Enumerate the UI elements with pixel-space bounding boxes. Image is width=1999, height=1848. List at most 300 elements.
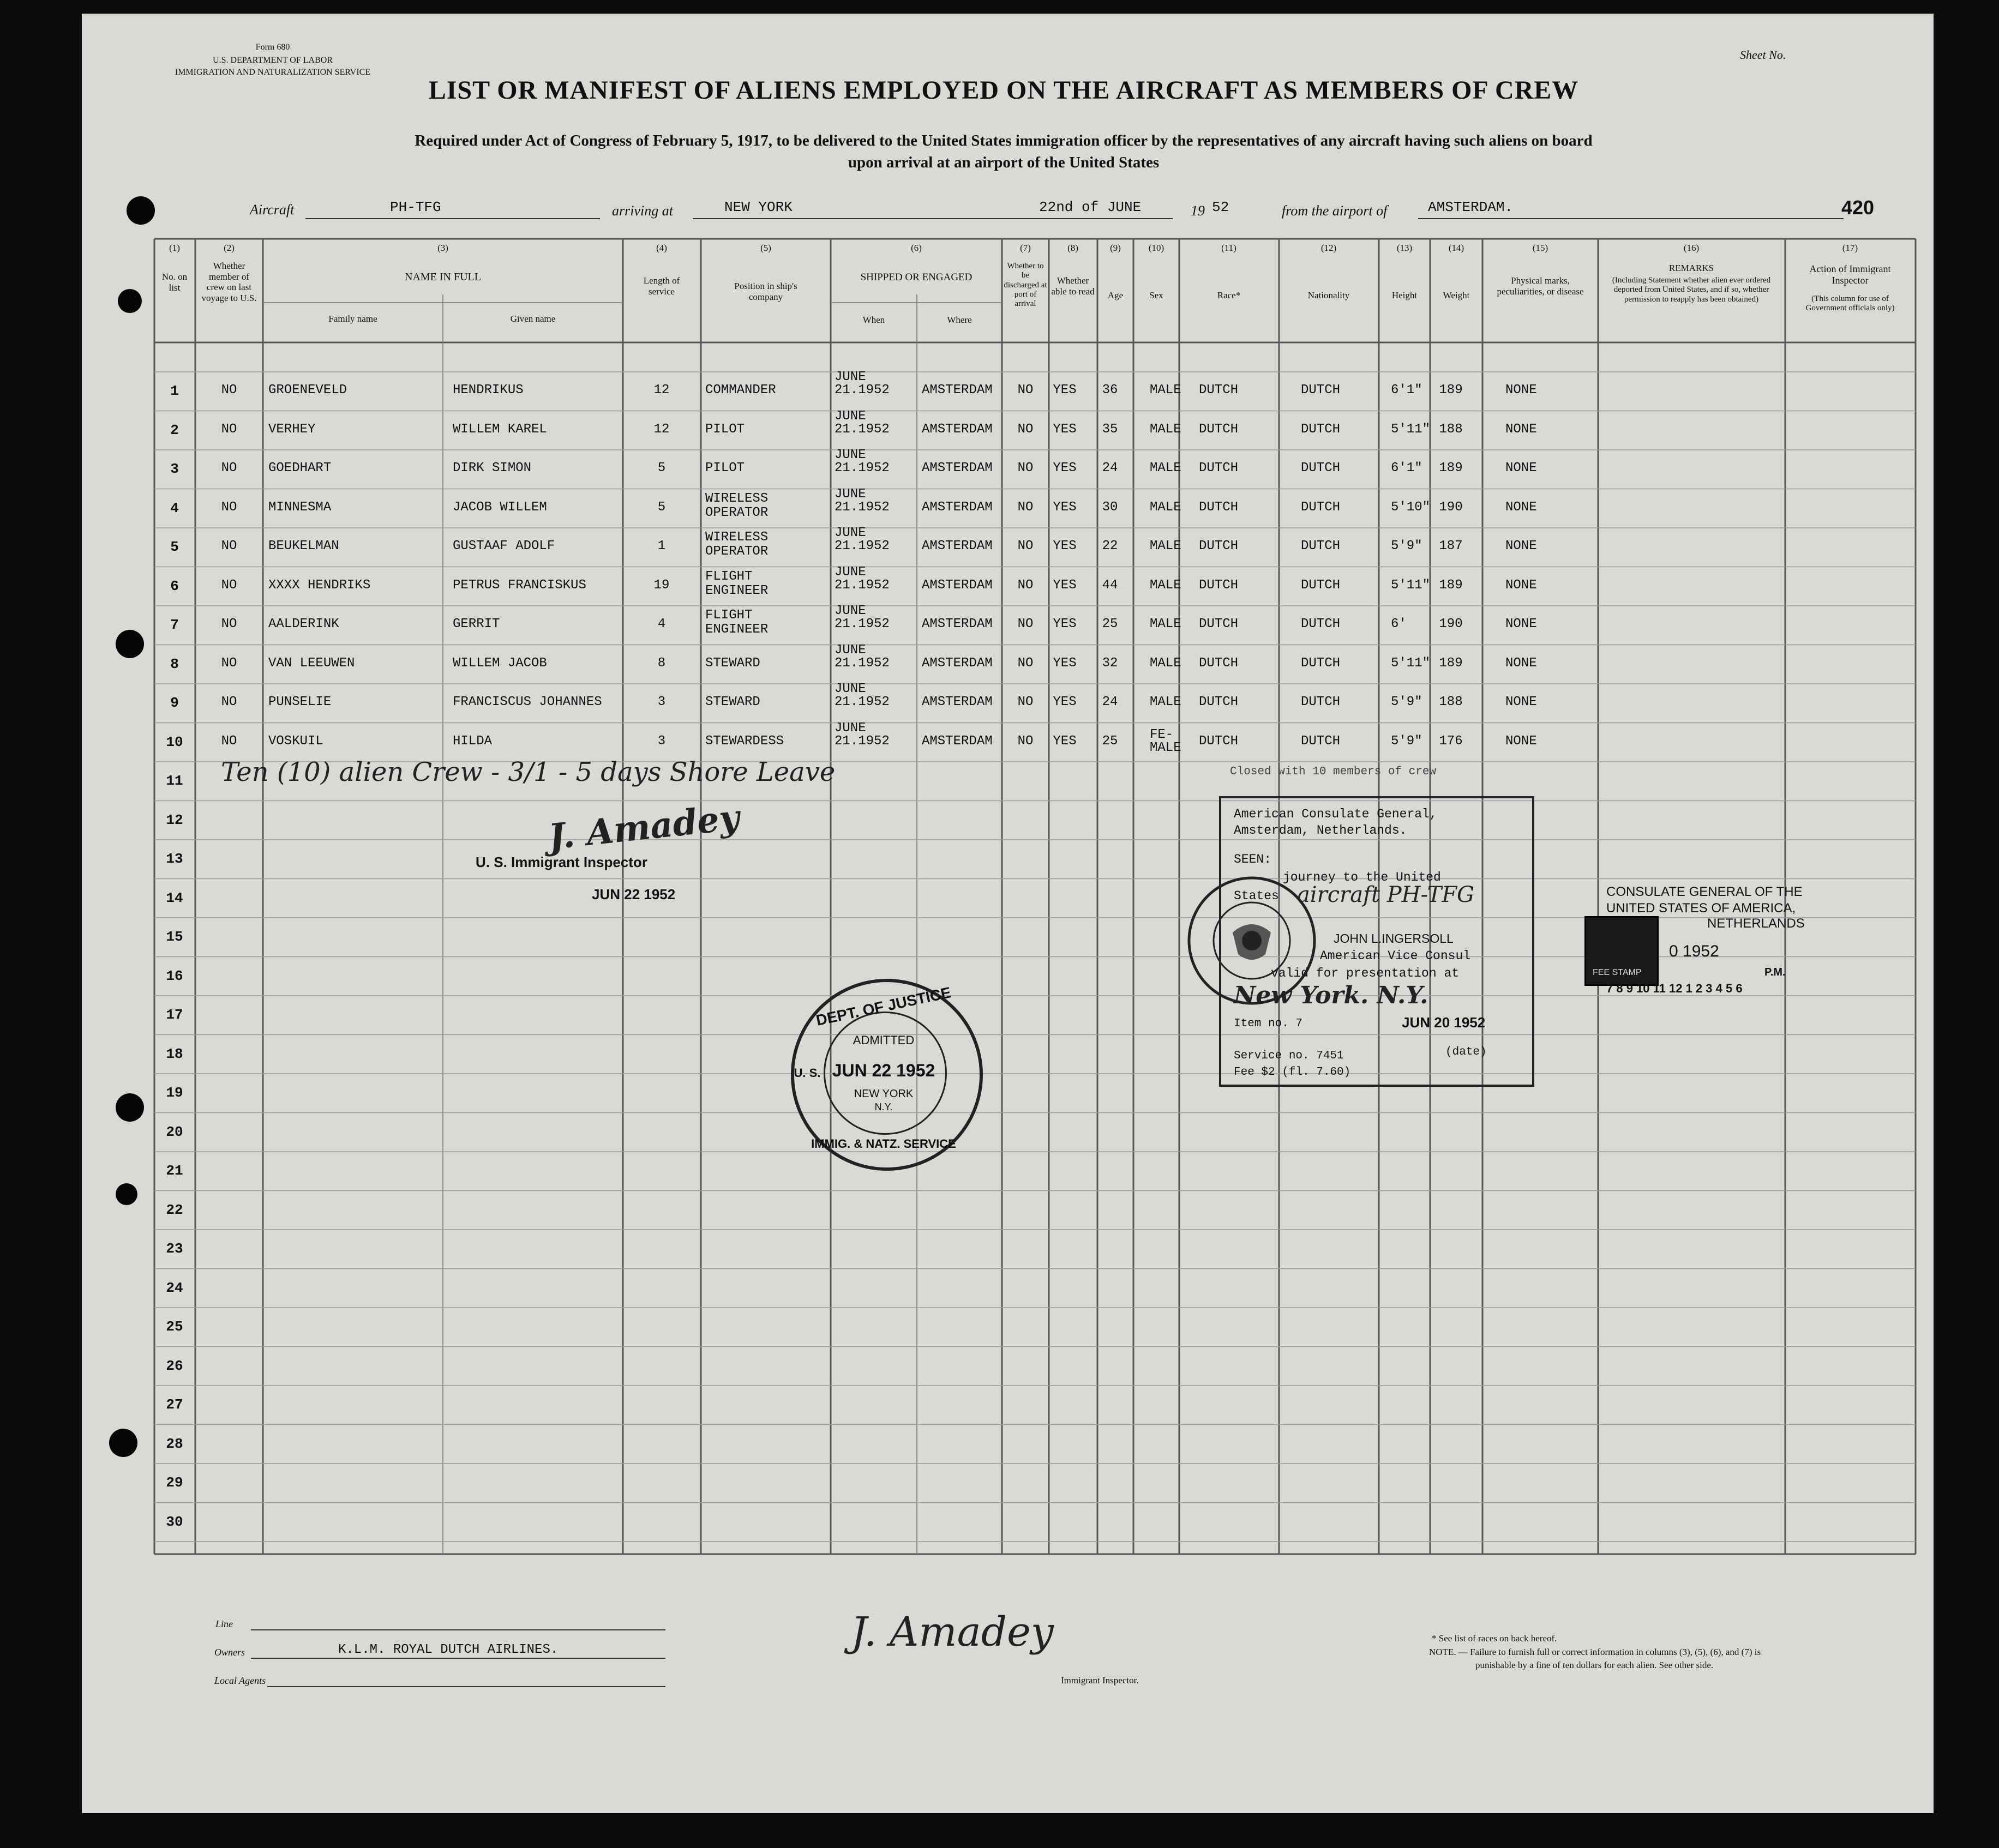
cell-pos2: OPERATOR	[705, 505, 769, 520]
subtitle-line-2: upon arrival at an airport of the United States	[848, 154, 1160, 171]
cell-pos1: WIRELESS	[705, 530, 769, 545]
col-15-number: (15)	[1532, 243, 1548, 253]
from-value: AMSTERDAM.	[1428, 199, 1514, 215]
owners-value: K.L.M. ROYAL DUTCH AIRLINES.	[338, 1642, 559, 1657]
cell-row-number: 28	[166, 1435, 183, 1452]
consulate-city-hand: New York. N.Y.	[1234, 982, 1428, 1009]
form-number: Form 680	[255, 43, 290, 52]
races-note: * See list of races on back hereof.	[1432, 1633, 1557, 1644]
cell-service: 4	[657, 617, 666, 631]
col-1-number: (1)	[169, 243, 180, 253]
cell-nat: DUTCH	[1301, 383, 1341, 398]
consulate-valid: valid for presentation at	[1271, 966, 1460, 980]
cell-pos1: PILOT	[705, 461, 745, 475]
col-8-number: (8)	[1067, 243, 1078, 253]
col-11-number: (11)	[1221, 243, 1236, 253]
col-3a-header: Family name	[328, 314, 377, 324]
cell-weight: 176	[1439, 733, 1463, 749]
cell-age: 22	[1102, 539, 1118, 553]
cell-row-number: 26	[166, 1357, 183, 1374]
cell-pos1: FLIGHT	[705, 608, 753, 623]
cell-service: 5	[657, 461, 666, 475]
cell-race: DUTCH	[1199, 655, 1239, 671]
cell-weight: 189	[1439, 577, 1463, 593]
cell-when2: 21.1952	[835, 733, 890, 749]
cell-weight: 189	[1439, 461, 1463, 475]
cell-row-number: 11	[166, 773, 183, 789]
cell-given: DIRK SIMON	[453, 461, 532, 475]
cell-pos1: PILOT	[705, 422, 745, 437]
cell-nat: DUTCH	[1301, 733, 1341, 749]
cell-where: AMSTERDAM	[922, 617, 993, 631]
cell-marks: NONE	[1505, 655, 1537, 671]
col-6a-header: When	[862, 315, 885, 325]
justice-stamp-top: DEPT. OF JUSTICE	[814, 984, 953, 1029]
consulate-date: JUN 20 1952	[1402, 1014, 1486, 1031]
fee-stamp-hours: 7 8 9 10 11 12 1 2 3 4 5 6	[1606, 982, 1743, 995]
col-10-number: (10)	[1148, 243, 1164, 253]
cell-row-number: 29	[166, 1474, 183, 1491]
col-11-header: Race*	[1217, 290, 1241, 300]
cell-sex1: MALE	[1150, 383, 1181, 398]
cell-weight: 188	[1439, 422, 1463, 437]
cell-weight: 187	[1439, 539, 1463, 553]
cell-no: 3	[170, 461, 179, 477]
cell-sex2: MALE	[1150, 740, 1181, 755]
cell-height: 5'11"	[1391, 577, 1431, 593]
cell-family: AALDERINK	[268, 617, 339, 631]
col-4-number: (4)	[656, 243, 667, 253]
cell-when1: JUNE	[835, 720, 866, 736]
col-13-number: (13)	[1396, 243, 1413, 253]
cell-pos1: STEWARDESS	[705, 733, 784, 749]
cell-race: DUTCH	[1199, 617, 1239, 631]
cell-sex1: MALE	[1150, 499, 1181, 515]
cell-read: YES	[1053, 577, 1077, 593]
col-14-header: Weight	[1443, 290, 1470, 300]
cell-disch: NO	[1017, 733, 1034, 749]
cell-race: DUTCH	[1199, 733, 1239, 749]
cell-sex1: MALE	[1150, 695, 1181, 709]
cell-no: 9	[170, 695, 179, 711]
cell-nat: DUTCH	[1301, 422, 1341, 437]
fee-stamp-line1: CONSULATE GENERAL OF THE	[1606, 884, 1803, 899]
cell-marks: NONE	[1505, 499, 1537, 515]
cell-when2: 21.1952	[835, 695, 890, 709]
cell-race: DUTCH	[1199, 577, 1239, 593]
col-16-header: REMARKS	[1668, 263, 1714, 273]
cell-family: BEUKELMAN	[268, 539, 339, 553]
cell-when2: 21.1952	[835, 577, 890, 593]
col-17-number: (17)	[1842, 243, 1858, 253]
cell-where: AMSTERDAM	[922, 695, 993, 709]
cell-marks: NONE	[1505, 383, 1537, 398]
col-12-number: (12)	[1320, 243, 1337, 253]
cell-weight: 189	[1439, 655, 1463, 671]
cell-given: WILLEM KAREL	[453, 422, 547, 437]
local-agents-label: Local Agents	[214, 1675, 266, 1686]
cell-no: 4	[170, 499, 179, 516]
cell-row-number: 16	[166, 967, 183, 984]
cell-family: MINNESMA	[268, 499, 332, 515]
cell-nat: DUTCH	[1301, 577, 1341, 593]
arriving-label: arriving at	[612, 203, 673, 219]
cell-pos1: FLIGHT	[705, 569, 753, 584]
consulate-item: Item no. 7	[1234, 1018, 1303, 1030]
cell-when2: 21.1952	[835, 422, 890, 437]
cell-read: YES	[1053, 655, 1077, 671]
line-label: Line	[215, 1618, 233, 1629]
consulate-date-label: (date)	[1445, 1046, 1487, 1058]
cell-when2: 21.1952	[835, 383, 890, 398]
cell-when2: 21.1952	[835, 539, 890, 553]
department-name: U.S. DEPARTMENT OF LABOR	[213, 56, 333, 65]
cell-height: 5'9"	[1391, 539, 1422, 553]
cell-read: YES	[1053, 617, 1077, 631]
cell-prev: NO	[221, 422, 237, 437]
fee-stamp-label: FEE STAMP	[1593, 968, 1642, 977]
justice-stamp-left: U. S.	[794, 1066, 821, 1080]
penalty-note-1: NOTE. — Failure to furnish full or correct information in columns (3), (5), (6), and (7) is	[1429, 1647, 1761, 1657]
cell-given: PETRUS FRANCISKUS	[453, 577, 586, 593]
cell-prev: NO	[221, 617, 237, 631]
cell-age: 24	[1102, 461, 1118, 475]
cell-age: 25	[1102, 617, 1118, 631]
cell-service: 3	[657, 695, 666, 709]
cell-read: YES	[1053, 733, 1077, 749]
cell-service: 3	[657, 733, 666, 749]
col-13-header: Height	[1391, 290, 1418, 300]
cell-where: AMSTERDAM	[922, 655, 993, 671]
col-6b-header: Where	[947, 315, 972, 325]
cell-disch: NO	[1017, 695, 1034, 709]
cell-row-number: 14	[166, 889, 183, 906]
aircraft-value: PH-TFG	[390, 199, 441, 215]
cell-sex1: MALE	[1150, 655, 1181, 671]
cell-height: 5'11"	[1391, 422, 1431, 437]
consulate-journey: journey to the United	[1283, 870, 1441, 884]
cell-row-number: 23	[166, 1241, 183, 1257]
cell-age: 32	[1102, 655, 1118, 671]
fee-stamp-line3: NETHERLANDS	[1707, 916, 1805, 931]
cell-given: GERRIT	[453, 617, 500, 631]
cell-given: WILLEM JACOB	[453, 655, 547, 671]
cell-sex1: MALE	[1150, 461, 1181, 475]
col-8-header: Whether able to read	[1051, 275, 1095, 297]
cell-read: YES	[1053, 499, 1077, 515]
arriving-value: NEW YORK	[724, 199, 793, 215]
cell-service: 19	[653, 577, 670, 593]
consulate-line2: Amsterdam, Netherlands.	[1234, 823, 1407, 838]
cell-when1: JUNE	[835, 564, 866, 580]
col-1-header: No. on list	[161, 272, 188, 293]
col-17-header: Action of Immigrant Inspector	[1809, 263, 1891, 286]
col-10-header: Sex	[1149, 290, 1163, 300]
cell-where: AMSTERDAM	[922, 577, 993, 593]
cell-disch: NO	[1017, 422, 1034, 437]
cell-nat: DUTCH	[1301, 655, 1341, 671]
cell-race: DUTCH	[1199, 539, 1239, 553]
cell-sex1: MALE	[1150, 577, 1181, 593]
cell-weight: 190	[1439, 499, 1463, 515]
col-4-header: Length of service	[643, 275, 680, 297]
cell-prev: NO	[221, 577, 237, 593]
cell-service: 12	[653, 383, 670, 398]
cell-family: VERHEY	[268, 422, 316, 437]
cell-row-number: 30	[166, 1513, 183, 1530]
col-3-header: NAME IN FULL	[405, 271, 481, 283]
cell-read: YES	[1053, 695, 1077, 709]
cell-age: 25	[1102, 733, 1118, 749]
justice-stamp-date: JUN 22 1952	[832, 1061, 935, 1080]
cell-when1: JUNE	[835, 486, 866, 502]
cell-nat: DUTCH	[1301, 617, 1341, 631]
service-name: IMMIGRATION AND NATURALIZATION SERVICE	[175, 68, 371, 77]
cell-race: DUTCH	[1199, 461, 1239, 475]
cell-pos2: ENGINEER	[705, 622, 769, 637]
cell-race: DUTCH	[1199, 499, 1239, 515]
cell-disch: NO	[1017, 655, 1034, 671]
justice-stamp-state: N.Y.	[874, 1101, 893, 1112]
cell-family: VOSKUIL	[268, 733, 323, 749]
col-2-number: (2)	[224, 243, 235, 253]
cell-where: AMSTERDAM	[922, 383, 993, 398]
col-16-subheader: (Including Statement whether alien ever ordered deported from United States, and if so, whether permission to reapply has been obtained)	[1612, 276, 1771, 304]
cell-disch: NO	[1017, 617, 1034, 631]
justice-stamp-admitted: ADMITTED	[853, 1033, 915, 1047]
cell-row-number: 22	[166, 1201, 183, 1218]
subtitle: Required under Act of Congress of February 5, 1917, to be delivered to the United States immigration officer by the representatives of any aircraft having such aliens on board	[415, 132, 1593, 149]
cell-when1: JUNE	[835, 448, 866, 462]
cell-height: 6'1"	[1391, 383, 1422, 398]
year-suffix: 52	[1212, 199, 1229, 215]
handwritten-shore-leave-note: Ten (10) alien Crew - 3/1 - 5 days Shore Leave	[221, 757, 836, 787]
cell-given: FRANCISCUS JOHANNES	[453, 695, 602, 709]
cell-disch: NO	[1017, 539, 1034, 553]
cell-read: YES	[1053, 461, 1077, 475]
cell-nat: DUTCH	[1301, 461, 1341, 475]
cell-row-number: 15	[166, 929, 183, 945]
page-title: LIST OR MANIFEST OF ALIENS EMPLOYED ON THE AIRCRAFT AS MEMBERS OF CREW	[428, 76, 1579, 105]
col-6-number: (6)	[911, 243, 922, 253]
cell-row-number: 24	[166, 1279, 183, 1296]
cell-row-number: 19	[166, 1085, 183, 1101]
col-17-subheader: (This column for use of Government officials only)	[1805, 294, 1895, 313]
cell-pos1: WIRELESS	[705, 491, 769, 506]
col-9-number: (9)	[1110, 243, 1121, 253]
cell-row-number: 13	[166, 851, 183, 867]
justice-stamp-bottom: IMMIG. & NATZ. SERVICE	[811, 1137, 956, 1151]
cell-no: 2	[170, 422, 179, 438]
cell-service: 12	[653, 422, 670, 437]
cell-row-number: 17	[166, 1007, 183, 1023]
cell-marks: NONE	[1505, 733, 1537, 749]
cell-sex1: MALE	[1150, 539, 1181, 553]
cell-row-number: 21	[166, 1163, 183, 1179]
col-7-number: (7)	[1020, 243, 1031, 253]
col-12-header: Nationality	[1307, 290, 1350, 300]
cell-given: HILDA	[453, 733, 493, 749]
cell-given: GUSTAAF ADOLF	[453, 539, 555, 553]
col-3-number: (3)	[437, 243, 448, 253]
cell-sex1: MALE	[1150, 617, 1181, 631]
cell-when1: JUNE	[835, 682, 866, 696]
cell-when1: JUNE	[835, 604, 866, 618]
cell-race: DUTCH	[1199, 422, 1239, 437]
col-5-header: Position in ship's company	[734, 281, 797, 302]
inspector-date-stamp: JUN 22 1952	[592, 886, 676, 902]
col-3b-header: Given name	[510, 314, 556, 324]
inspector-signature: J. Amadey	[547, 797, 742, 858]
cell-race: DUTCH	[1199, 695, 1239, 709]
cell-family: XXXX HENDRIKS	[268, 577, 371, 593]
cell-prev: NO	[221, 733, 237, 749]
cell-no: 7	[170, 617, 179, 633]
col-16-number: (16)	[1683, 243, 1700, 253]
cell-marks: NONE	[1505, 539, 1537, 553]
consul-title: American Vice Consul	[1320, 949, 1471, 963]
owners-label: Owners	[214, 1647, 245, 1658]
cell-where: AMSTERDAM	[922, 461, 993, 475]
cell-pos1: STEWARD	[705, 695, 760, 709]
col-9-header: Age	[1107, 290, 1124, 300]
cell-where: AMSTERDAM	[922, 733, 993, 749]
cell-no: 6	[170, 577, 179, 594]
cell-marks: NONE	[1505, 461, 1537, 475]
consulate-service: Service no. 7451	[1234, 1050, 1344, 1062]
cell-no: 10	[166, 733, 183, 750]
col-2-header: Whether member of crew on last voyage to U.S.	[201, 261, 257, 303]
cell-pos1: COMMANDER	[705, 383, 776, 398]
cell-read: YES	[1053, 422, 1077, 437]
col-6-header: SHIPPED OR ENGAGED	[860, 272, 973, 283]
cell-where: AMSTERDAM	[922, 539, 993, 553]
cell-weight: 188	[1439, 695, 1463, 709]
cell-where: AMSTERDAM	[922, 499, 993, 515]
col-5-number: (5)	[760, 243, 771, 253]
cell-nat: DUTCH	[1301, 695, 1341, 709]
consulate-states: States	[1234, 889, 1279, 903]
cell-family: PUNSELIE	[268, 695, 332, 709]
col-7-header: Whether to be discharged at port of arrival	[1004, 262, 1047, 308]
cell-service: 1	[657, 539, 666, 553]
col-15-header: Physical marks, peculiarities, or disease	[1497, 275, 1584, 297]
sheet-no-label: Sheet No.	[1740, 48, 1786, 62]
cell-when1: JUNE	[835, 408, 866, 424]
cell-family: GROENEVELD	[268, 383, 347, 398]
footer-inspector-signature: J. Amadey	[851, 1609, 1054, 1656]
consul-name: JOHN L.INGERSOLL	[1334, 931, 1454, 946]
justice-stamp-city: NEW YORK	[854, 1088, 914, 1100]
fee-stamp-pm: P.M.	[1764, 966, 1786, 978]
cell-sex1: MALE	[1150, 422, 1181, 437]
arrival-date: 22nd of JUNE	[1039, 199, 1142, 215]
cell-pos2: OPERATOR	[705, 544, 769, 559]
consulate-aircraft-hand: aircraft PH-TFG	[1297, 882, 1474, 907]
cell-when2: 21.1952	[835, 499, 890, 515]
cell-disch: NO	[1017, 577, 1034, 593]
cell-age: 44	[1102, 577, 1118, 593]
cell-age: 30	[1102, 499, 1118, 515]
cell-sex1: FE-	[1150, 727, 1174, 742]
cell-prev: NO	[221, 695, 237, 709]
cell-no: 1	[170, 383, 179, 399]
cell-read: YES	[1053, 383, 1077, 398]
cell-marks: NONE	[1505, 422, 1537, 437]
cell-weight: 189	[1439, 383, 1463, 398]
from-label: from the airport of	[1282, 203, 1388, 219]
cell-when2: 21.1952	[835, 617, 890, 631]
closed-with-note: Closed with 10 members of crew	[1230, 766, 1437, 778]
cell-height: 6'	[1391, 617, 1407, 631]
cell-read: YES	[1053, 539, 1077, 553]
cell-height: 5'9"	[1391, 695, 1422, 709]
cell-disch: NO	[1017, 461, 1034, 475]
penalty-note-2: punishable by a fine of ten dollars for each alien. See other side.	[1475, 1660, 1714, 1670]
cell-height: 6'1"	[1391, 461, 1422, 475]
cell-service: 8	[657, 655, 666, 671]
cell-no: 8	[170, 655, 179, 672]
fee-stamp-date: 0 1952	[1669, 942, 1719, 960]
consulate-fee: Fee $2 (fl. 7.60)	[1234, 1066, 1351, 1079]
cell-row-number: 27	[166, 1396, 183, 1413]
cell-age: 36	[1102, 383, 1118, 398]
cell-marks: NONE	[1505, 695, 1537, 709]
col-14-number: (14)	[1448, 243, 1464, 253]
cell-disch: NO	[1017, 383, 1034, 398]
year-prefix: 19	[1191, 203, 1205, 219]
cell-height: 5'9"	[1391, 733, 1422, 749]
cell-row-number: 12	[166, 811, 183, 828]
cell-family: VAN LEEUWEN	[268, 655, 355, 671]
cell-where: AMSTERDAM	[922, 422, 993, 437]
aircraft-label: Aircraft	[250, 202, 295, 218]
cell-prev: NO	[221, 461, 237, 475]
cell-age: 24	[1102, 695, 1118, 709]
inspector-title-stamp: U. S. Immigrant Inspector	[476, 854, 647, 870]
cell-race: DUTCH	[1199, 383, 1239, 398]
cell-family: GOEDHART	[268, 461, 332, 475]
cell-marks: NONE	[1505, 577, 1537, 593]
inspector-signature-label: Immigrant Inspector.	[1061, 1675, 1139, 1686]
cell-pos1: STEWARD	[705, 655, 760, 671]
cell-disch: NO	[1017, 499, 1034, 515]
cell-row-number: 20	[166, 1123, 183, 1140]
cell-prev: NO	[221, 499, 237, 515]
cell-when1: JUNE	[835, 642, 866, 658]
cell-given: JACOB WILLEM	[453, 499, 547, 515]
cell-when1: JUNE	[835, 370, 866, 384]
cell-prev: NO	[221, 539, 237, 553]
cell-age: 35	[1102, 422, 1118, 437]
cell-marks: NONE	[1505, 617, 1537, 631]
cell-service: 5	[657, 499, 666, 515]
cell-row-number: 25	[166, 1319, 183, 1335]
cell-when2: 21.1952	[835, 461, 890, 475]
cell-height: 5'10"	[1391, 499, 1431, 515]
fee-stamp	[1584, 916, 1659, 986]
cell-weight: 190	[1439, 617, 1463, 631]
cell-when2: 21.1952	[835, 655, 890, 671]
cell-nat: DUTCH	[1301, 539, 1341, 553]
cell-prev: NO	[221, 383, 237, 398]
cell-when1: JUNE	[835, 526, 866, 540]
cell-pos2: ENGINEER	[705, 583, 769, 598]
consulate-line1: American Consulate General,	[1234, 807, 1437, 821]
fee-stamp-line2: UNITED STATES OF AMERICA,	[1606, 901, 1796, 916]
cell-prev: NO	[221, 655, 237, 671]
cell-no: 5	[170, 539, 179, 555]
